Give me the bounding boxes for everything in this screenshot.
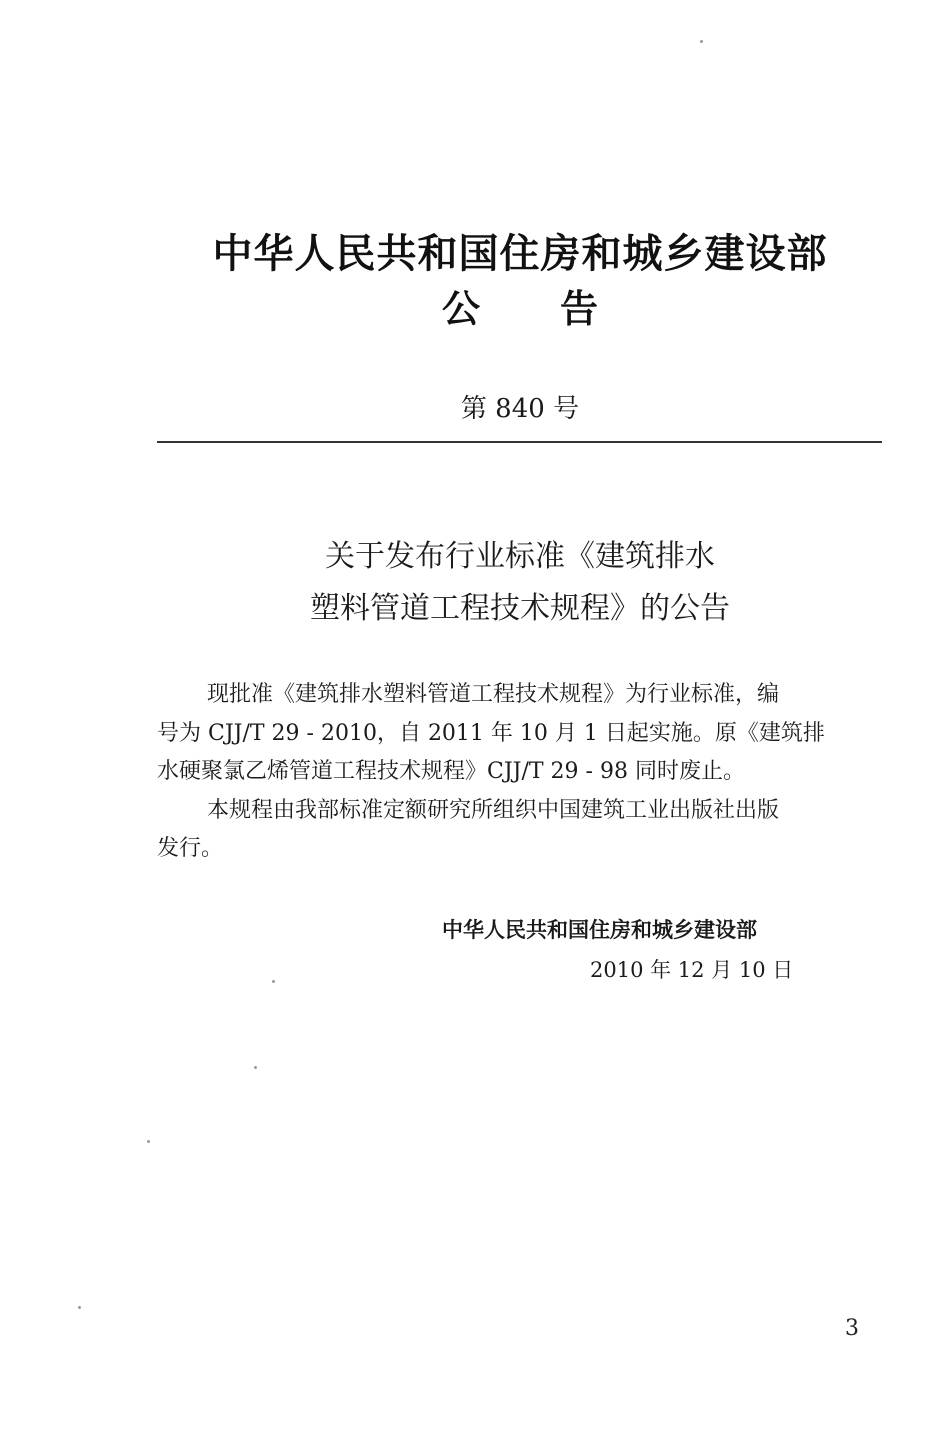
scan-speck	[700, 40, 703, 43]
scan-speck	[272, 980, 275, 983]
subject-line-2: 塑料管道工程技术规程》的公告	[310, 591, 730, 626]
scan-speck	[78, 1306, 81, 1309]
notice-subject	[0, 531, 950, 635]
ministry-name: 中华人民共和国住房和城乡建设部	[212, 230, 828, 277]
notice-title: 公告	[441, 286, 678, 331]
issue-date: 2010 年 12 月 10 日	[590, 958, 794, 982]
scan-speck	[254, 1066, 257, 1069]
issuer-signature: 中华人民共和国住房和城乡建设部	[442, 918, 757, 942]
paragraph-2-line-2: 发行。	[157, 836, 224, 861]
paragraph-1-line-3: 水硬聚氯乙烯管道工程技术规程》CJJ/T 29 - 98 同时废止。	[157, 759, 745, 784]
notice-number: 第 840 号	[460, 394, 580, 424]
paragraph-1-line-1: 现批准《建筑排水塑料管道工程技术规程》为行业标准，编	[207, 682, 780, 707]
scan-speck	[147, 1140, 150, 1143]
page-number: 3	[845, 1316, 859, 1341]
header-divider	[157, 441, 882, 443]
paragraph-2-line-1: 本规程由我部标准定额研究所组织中国建筑工业出版社出版	[207, 797, 780, 823]
paragraph-1-line-2: 号为 CJJ/T 29 - 2010，自 2011 年 10 月 1 日起实施。原《建筑排	[157, 720, 825, 746]
notice-body	[157, 676, 882, 869]
subject-line-1: 关于发布行业标准《建筑排水	[325, 539, 715, 574]
